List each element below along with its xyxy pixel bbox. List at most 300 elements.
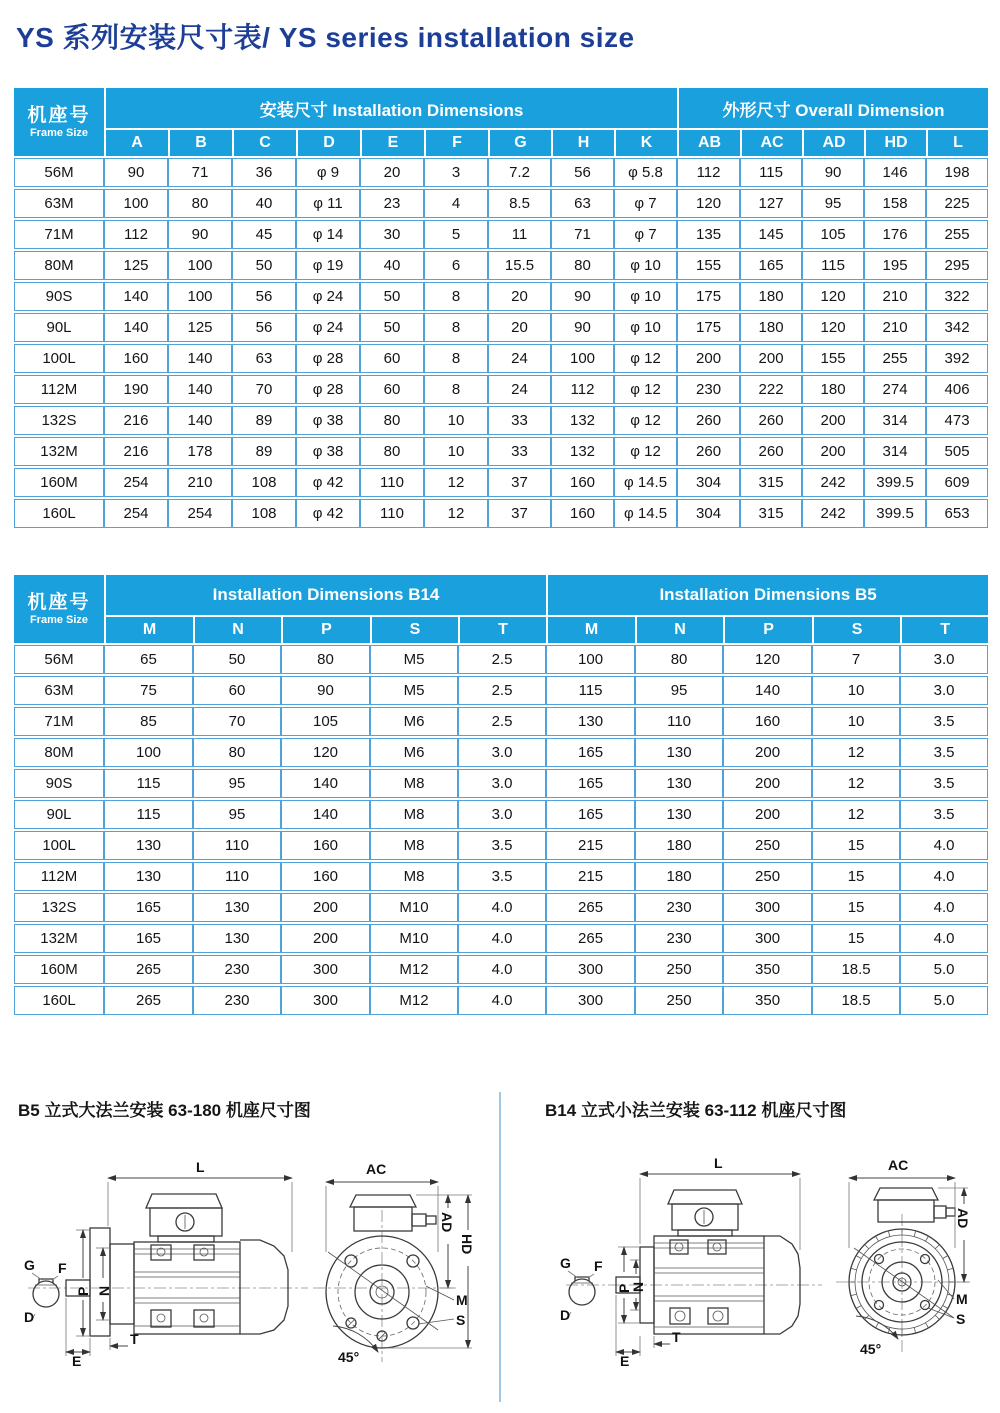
value-cell: 23	[360, 189, 424, 218]
frame-size-header	[14, 88, 104, 156]
value-cell: 215	[546, 831, 635, 860]
value-cell: 130	[635, 738, 723, 767]
value-cell: 176	[864, 220, 926, 249]
value-cell: 200	[723, 769, 812, 798]
value-cell: 4.0	[458, 924, 546, 953]
value-cell: 130	[635, 800, 723, 829]
value-cell: 105	[281, 707, 370, 736]
value-cell: 314	[864, 437, 926, 466]
frame-size-cell: 112M	[14, 862, 104, 891]
table-row	[14, 468, 988, 497]
value-cell: 110	[193, 862, 281, 891]
frame-size-cell: 56M	[14, 645, 104, 674]
dim-label-ad: AD	[955, 1208, 971, 1229]
value-cell: 265	[546, 893, 635, 922]
value-cell: 350	[723, 955, 812, 984]
value-cell: 95	[193, 769, 281, 798]
value-cell: φ 38	[296, 406, 360, 435]
value-cell: 200	[802, 437, 864, 466]
value-cell: 15	[812, 831, 900, 860]
value-cell: 3.0	[458, 800, 546, 829]
value-cell: 653	[926, 499, 988, 528]
value-cell: M6	[370, 738, 458, 767]
value-cell: 473	[926, 406, 988, 435]
value-cell: 37	[488, 499, 551, 528]
frame-size-cell: 63M	[14, 189, 104, 218]
value-cell: 160	[551, 468, 614, 497]
b5-dimension-diagram	[8, 1152, 492, 1410]
value-cell: 60	[360, 375, 424, 404]
column-header-M: M	[104, 617, 193, 643]
value-cell: φ 28	[296, 375, 360, 404]
column-header-S: S	[812, 617, 900, 643]
value-cell: M8	[370, 862, 458, 891]
value-cell: 12	[812, 738, 900, 767]
value-cell: 300	[723, 893, 812, 922]
value-cell: 100	[168, 282, 232, 311]
value-cell: φ 10	[614, 282, 677, 311]
value-cell: 5.0	[900, 986, 988, 1015]
value-cell: 115	[546, 676, 635, 705]
value-cell: 12	[812, 769, 900, 798]
value-cell: 195	[864, 251, 926, 280]
dim-label-angle: 45°	[860, 1341, 882, 1357]
value-cell: 71	[168, 158, 232, 187]
value-cell: 300	[281, 955, 370, 984]
value-cell: 300	[546, 986, 635, 1015]
value-cell: 50	[360, 313, 424, 342]
value-cell: 165	[740, 251, 802, 280]
value-cell: 225	[926, 189, 988, 218]
value-cell: 90	[551, 313, 614, 342]
value-cell: 10	[424, 437, 488, 466]
dim-label-d: D	[24, 1309, 35, 1325]
column-header-E: E	[360, 130, 424, 156]
value-cell: 255	[864, 344, 926, 373]
value-cell: 95	[635, 676, 723, 705]
value-cell: 20	[360, 158, 424, 187]
dim-label-d: D	[560, 1307, 571, 1323]
value-cell: 4.0	[900, 831, 988, 860]
value-cell: 190	[104, 375, 168, 404]
column-header-B: B	[168, 130, 232, 156]
value-cell: 33	[488, 406, 551, 435]
frame-size-cell: 63M	[14, 676, 104, 705]
value-cell: φ 28	[296, 344, 360, 373]
column-header-AC: AC	[740, 130, 802, 156]
b14-dimension-diagram	[502, 1152, 986, 1410]
table-row	[14, 158, 988, 187]
value-cell: 399.5	[864, 499, 926, 528]
dim-label-l: L	[714, 1155, 723, 1171]
value-cell: 198	[926, 158, 988, 187]
value-cell: 399.5	[864, 468, 926, 497]
value-cell: 50	[193, 645, 281, 674]
value-cell: M8	[370, 769, 458, 798]
value-cell: 4.0	[458, 986, 546, 1015]
table-row	[14, 800, 988, 829]
value-cell: 210	[864, 313, 926, 342]
value-cell: 90	[104, 158, 168, 187]
b5-dimensions-group-header: Installation Dimensions B5	[546, 575, 988, 615]
dim-label-g: G	[24, 1257, 35, 1273]
frame-size-cell: 112M	[14, 375, 104, 404]
value-cell: 10	[424, 406, 488, 435]
value-cell: 63	[232, 344, 296, 373]
value-cell: 10	[812, 676, 900, 705]
column-header-P: P	[723, 617, 812, 643]
value-cell: 70	[193, 707, 281, 736]
value-cell: φ 24	[296, 282, 360, 311]
value-cell: 15	[812, 862, 900, 891]
table-row	[14, 499, 988, 528]
value-cell: 100	[546, 645, 635, 674]
dim-label-p: P	[75, 1286, 91, 1296]
dim-label-s: S	[456, 1312, 466, 1328]
value-cell: 115	[104, 800, 193, 829]
value-cell: 200	[281, 924, 370, 953]
value-cell: 260	[740, 406, 802, 435]
frame-size-cell: 71M	[14, 707, 104, 736]
value-cell: 4.0	[900, 893, 988, 922]
value-cell: 80	[193, 738, 281, 767]
table-row	[14, 893, 988, 922]
value-cell: 180	[740, 282, 802, 311]
value-cell: 140	[281, 769, 370, 798]
dim-label-n: N	[96, 1285, 112, 1296]
column-header-A: A	[104, 130, 168, 156]
table-row	[14, 769, 988, 798]
value-cell: 315	[740, 468, 802, 497]
value-cell: 210	[168, 468, 232, 497]
value-cell: 8	[424, 313, 488, 342]
value-cell: 200	[740, 344, 802, 373]
value-cell: 115	[740, 158, 802, 187]
dim-label-angle: 45°	[338, 1349, 360, 1365]
value-cell: 250	[723, 862, 812, 891]
table-row	[14, 220, 988, 249]
table-row	[14, 437, 988, 466]
frame-size-cell: 90S	[14, 282, 104, 311]
value-cell: 260	[677, 406, 740, 435]
value-cell: 165	[546, 800, 635, 829]
value-cell: M5	[370, 676, 458, 705]
column-header-M: M	[546, 617, 635, 643]
frame-size-cell: 90L	[14, 800, 104, 829]
frame-size-cell: 160L	[14, 986, 104, 1015]
value-cell: 160	[723, 707, 812, 736]
dim-label-t: T	[672, 1329, 681, 1345]
value-cell: 24	[488, 344, 551, 373]
value-cell: 254	[104, 499, 168, 528]
value-cell: M12	[370, 986, 458, 1015]
dim-label-m: M	[456, 1292, 468, 1308]
value-cell: 100	[168, 251, 232, 280]
value-cell: 120	[723, 645, 812, 674]
value-cell: 260	[740, 437, 802, 466]
value-cell: φ 10	[614, 251, 677, 280]
value-cell: 165	[104, 924, 193, 953]
value-cell: 90	[802, 158, 864, 187]
value-cell: 5.0	[900, 955, 988, 984]
value-cell: 125	[104, 251, 168, 280]
value-cell: 3.0	[458, 738, 546, 767]
value-cell: φ 24	[296, 313, 360, 342]
frame-size-cell: 90L	[14, 313, 104, 342]
dim-label-s: S	[956, 1311, 966, 1327]
value-cell: 12	[812, 800, 900, 829]
dim-label-ac: AC	[888, 1157, 909, 1173]
value-cell: 4.0	[458, 893, 546, 922]
value-cell: 12	[424, 499, 488, 528]
value-cell: 222	[740, 375, 802, 404]
value-cell: 180	[740, 313, 802, 342]
value-cell: 10	[812, 707, 900, 736]
page-title: YS 系列安装尺寸表/ YS series installation size	[16, 22, 635, 53]
frame-size-header-zh: 机座号	[27, 591, 91, 613]
frame-size-cell: 160M	[14, 955, 104, 984]
value-cell: 2.5	[458, 676, 546, 705]
value-cell: 7.2	[488, 158, 551, 187]
value-cell: 140	[723, 676, 812, 705]
value-cell: 140	[168, 406, 232, 435]
value-cell: 11	[488, 220, 551, 249]
value-cell: 8.5	[488, 189, 551, 218]
value-cell: 56	[232, 313, 296, 342]
value-cell: 3.5	[900, 738, 988, 767]
value-cell: 95	[802, 189, 864, 218]
frame-size-cell: 132M	[14, 924, 104, 953]
value-cell: 250	[635, 986, 723, 1015]
value-cell: 3.5	[900, 769, 988, 798]
value-cell: 30	[360, 220, 424, 249]
value-cell: 115	[802, 251, 864, 280]
value-cell: 50	[360, 282, 424, 311]
value-cell: 90	[281, 676, 370, 705]
value-cell: 130	[104, 862, 193, 891]
value-cell: 130	[635, 769, 723, 798]
value-cell: 242	[802, 499, 864, 528]
value-cell: 89	[232, 437, 296, 466]
value-cell: 100	[104, 738, 193, 767]
value-cell: 160	[104, 344, 168, 373]
column-header-H: H	[551, 130, 614, 156]
value-cell: 180	[802, 375, 864, 404]
value-cell: 127	[740, 189, 802, 218]
value-cell: M10	[370, 893, 458, 922]
value-cell: 160	[281, 831, 370, 860]
value-cell: 140	[281, 800, 370, 829]
column-header-C: C	[232, 130, 296, 156]
column-header-D: D	[296, 130, 360, 156]
value-cell: 110	[635, 707, 723, 736]
table2-body	[14, 645, 988, 1015]
dim-label-m: M	[956, 1291, 968, 1307]
value-cell: 230	[677, 375, 740, 404]
value-cell: 60	[193, 676, 281, 705]
value-cell: φ 7	[614, 189, 677, 218]
value-cell: 165	[104, 893, 193, 922]
value-cell: 37	[488, 468, 551, 497]
value-cell: 200	[677, 344, 740, 373]
value-cell: 3.5	[900, 707, 988, 736]
value-cell: 65	[104, 645, 193, 674]
value-cell: φ 12	[614, 437, 677, 466]
table-row	[14, 344, 988, 373]
value-cell: 33	[488, 437, 551, 466]
value-cell: 105	[802, 220, 864, 249]
value-cell: 8	[424, 375, 488, 404]
frame-size-cell: 100L	[14, 831, 104, 860]
value-cell: 4	[424, 189, 488, 218]
value-cell: 180	[635, 862, 723, 891]
value-cell: 254	[168, 499, 232, 528]
value-cell: M8	[370, 831, 458, 860]
dim-label-f: F	[594, 1258, 603, 1274]
value-cell: 80	[551, 251, 614, 280]
value-cell: φ 42	[296, 468, 360, 497]
value-cell: 130	[193, 924, 281, 953]
column-header-K: K	[614, 130, 677, 156]
value-cell: 178	[168, 437, 232, 466]
value-cell: 108	[232, 468, 296, 497]
value-cell: 175	[677, 282, 740, 311]
value-cell: 3.0	[900, 645, 988, 674]
column-header-S: S	[370, 617, 458, 643]
dim-label-e: E	[72, 1353, 82, 1369]
table-row	[14, 676, 988, 705]
frame-size-cell: 56M	[14, 158, 104, 187]
value-cell: 8	[424, 282, 488, 311]
value-cell: 71	[551, 220, 614, 249]
value-cell: 36	[232, 158, 296, 187]
table-row	[14, 986, 988, 1015]
value-cell: 120	[802, 282, 864, 311]
value-cell: 80	[635, 645, 723, 674]
value-cell: φ 42	[296, 499, 360, 528]
value-cell: φ 12	[614, 406, 677, 435]
value-cell: 100	[104, 189, 168, 218]
value-cell: 20	[488, 282, 551, 311]
value-cell: 140	[168, 375, 232, 404]
value-cell: 130	[546, 707, 635, 736]
flange-dimensions-table	[14, 573, 988, 1017]
value-cell: 120	[802, 313, 864, 342]
value-cell: 89	[232, 406, 296, 435]
value-cell: 200	[723, 800, 812, 829]
value-cell: 90	[168, 220, 232, 249]
value-cell: M12	[370, 955, 458, 984]
value-cell: 300	[723, 924, 812, 953]
value-cell: 80	[168, 189, 232, 218]
value-cell: 112	[677, 158, 740, 187]
value-cell: φ 14.5	[614, 499, 677, 528]
dim-label-hd: HD	[459, 1234, 475, 1255]
value-cell: 3.0	[900, 676, 988, 705]
dim-label-t: T	[130, 1331, 139, 1347]
b14-dimensions-group-header: Installation Dimensions B14	[104, 575, 546, 615]
value-cell: 265	[546, 924, 635, 953]
column-header-AB: AB	[677, 130, 740, 156]
dim-label-ad: AD	[439, 1212, 455, 1233]
frame-size-cell: 100L	[14, 344, 104, 373]
value-cell: 165	[546, 738, 635, 767]
value-cell: 8	[424, 344, 488, 373]
value-cell: 200	[802, 406, 864, 435]
value-cell: 230	[193, 955, 281, 984]
frame-size-cell: 160L	[14, 499, 104, 528]
value-cell: M10	[370, 924, 458, 953]
column-header-F: F	[424, 130, 488, 156]
value-cell: 295	[926, 251, 988, 280]
value-cell: 215	[546, 862, 635, 891]
dim-label-g: G	[560, 1255, 571, 1271]
column-header-AD: AD	[802, 130, 864, 156]
value-cell: 40	[360, 251, 424, 280]
value-cell: 200	[281, 893, 370, 922]
value-cell: 175	[677, 313, 740, 342]
value-cell: 200	[723, 738, 812, 767]
value-cell: 250	[723, 831, 812, 860]
value-cell: 132	[551, 406, 614, 435]
value-cell: φ 9	[296, 158, 360, 187]
value-cell: 250	[635, 955, 723, 984]
dim-label-f: F	[58, 1260, 67, 1276]
column-letter-row	[14, 617, 988, 643]
value-cell: φ 14.5	[614, 468, 677, 497]
value-cell: 230	[193, 986, 281, 1015]
dim-label-e: E	[620, 1353, 630, 1369]
column-header-L: L	[926, 130, 988, 156]
frame-size-cell: 160M	[14, 468, 104, 497]
value-cell: 155	[802, 344, 864, 373]
frame-size-header-en: Frame Size	[29, 126, 89, 139]
value-cell: 130	[193, 893, 281, 922]
value-cell: 12	[424, 468, 488, 497]
value-cell: 274	[864, 375, 926, 404]
value-cell: 45	[232, 220, 296, 249]
value-cell: 132	[551, 437, 614, 466]
value-cell: 70	[232, 375, 296, 404]
value-cell: 254	[104, 468, 168, 497]
value-cell: 80	[360, 437, 424, 466]
overall-dimension-group-header: 外形尺寸 Overall Dimension	[677, 88, 988, 128]
value-cell: 210	[864, 282, 926, 311]
value-cell: 56	[232, 282, 296, 311]
value-cell: 165	[546, 769, 635, 798]
value-cell: φ 5.8	[614, 158, 677, 187]
frame-size-cell: 80M	[14, 738, 104, 767]
value-cell: 406	[926, 375, 988, 404]
value-cell: 3.0	[458, 769, 546, 798]
installation-dimensions-group-header: 安装尺寸 Installation Dimensions	[104, 88, 677, 128]
value-cell: 110	[193, 831, 281, 860]
value-cell: 15	[812, 924, 900, 953]
value-cell: 322	[926, 282, 988, 311]
value-cell: 15	[812, 893, 900, 922]
value-cell: φ 38	[296, 437, 360, 466]
value-cell: 100	[551, 344, 614, 373]
table-row	[14, 189, 988, 218]
b5-diagram-caption: B5 立式大法兰安装 63-180 机座尺寸图	[18, 1101, 311, 1120]
value-cell: 140	[104, 313, 168, 342]
value-cell: 158	[864, 189, 926, 218]
column-header-G: G	[488, 130, 551, 156]
value-cell: 40	[232, 189, 296, 218]
dim-label-n: N	[630, 1281, 646, 1292]
value-cell: φ 19	[296, 251, 360, 280]
value-cell: 304	[677, 499, 740, 528]
